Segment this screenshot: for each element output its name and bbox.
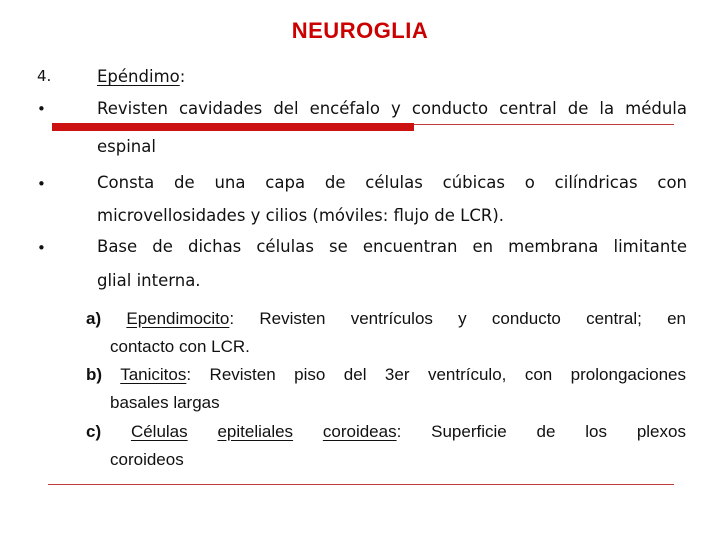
subitem-b-colon: : <box>186 365 192 384</box>
subitem-b-text: Revisten piso del 3er ventrículo, con prolongaciones <box>209 365 686 384</box>
accent-bar <box>52 123 414 131</box>
bullet-2-line-2: microvellosidades y cilios (móviles: flujo de LCR). <box>97 206 505 225</box>
subitem-a-colon: : <box>229 309 235 328</box>
subitem-c-term-3: coroideas <box>322 422 397 441</box>
subitem-b-line-2: basales largas <box>110 393 220 412</box>
subitem-a-letter: a) <box>86 309 102 328</box>
subitem-a-term: Ependimocito <box>126 309 230 328</box>
subitem-a-line-2: contacto con LCR. <box>110 337 250 356</box>
subitem-c-text: Superficie de los plexos <box>431 422 686 441</box>
bullet-symbol: • <box>37 100 46 118</box>
section-number: 4. <box>37 67 52 85</box>
bullet-symbol: • <box>37 175 46 193</box>
subitem-a-text: Revisten ventrículos y conducto central; en <box>259 309 686 328</box>
subitem-c-letter: c) <box>86 422 102 441</box>
subitem-c-term-1: Células <box>130 422 188 441</box>
page-title: NEUROGLIA <box>291 18 429 43</box>
section-heading-text: Epéndimo <box>97 67 180 86</box>
subitem-c-line-2: coroideos <box>110 450 184 469</box>
bullet-2-line-1: Consta de una capa de células cúbicas o cilíndricas con <box>97 173 687 192</box>
section-heading <box>97 67 687 87</box>
divider-rule-bottom <box>48 484 674 485</box>
subitem-b-line-1 <box>86 365 686 385</box>
bullet-1-line-2: espinal <box>97 137 156 156</box>
subitem-a-line-1 <box>86 309 686 329</box>
bullet-symbol: • <box>37 239 46 257</box>
bullet-1-line-1: Revisten cavidades del encéfalo y conducto central de la médula <box>97 99 687 118</box>
subitem-b-term: Tanicitos <box>120 365 187 384</box>
subitem-c-line-1 <box>86 422 686 442</box>
section-heading-colon: : <box>179 67 186 86</box>
subitem-c-colon: : <box>396 422 402 441</box>
subitem-c-term-2: epiteliales <box>217 422 294 441</box>
bullet-3-line-1: Base de dichas células se encuentran en membrana limitante <box>97 237 687 256</box>
subitem-b-letter: b) <box>86 365 103 384</box>
bullet-3-line-2: glial interna. <box>97 271 201 290</box>
